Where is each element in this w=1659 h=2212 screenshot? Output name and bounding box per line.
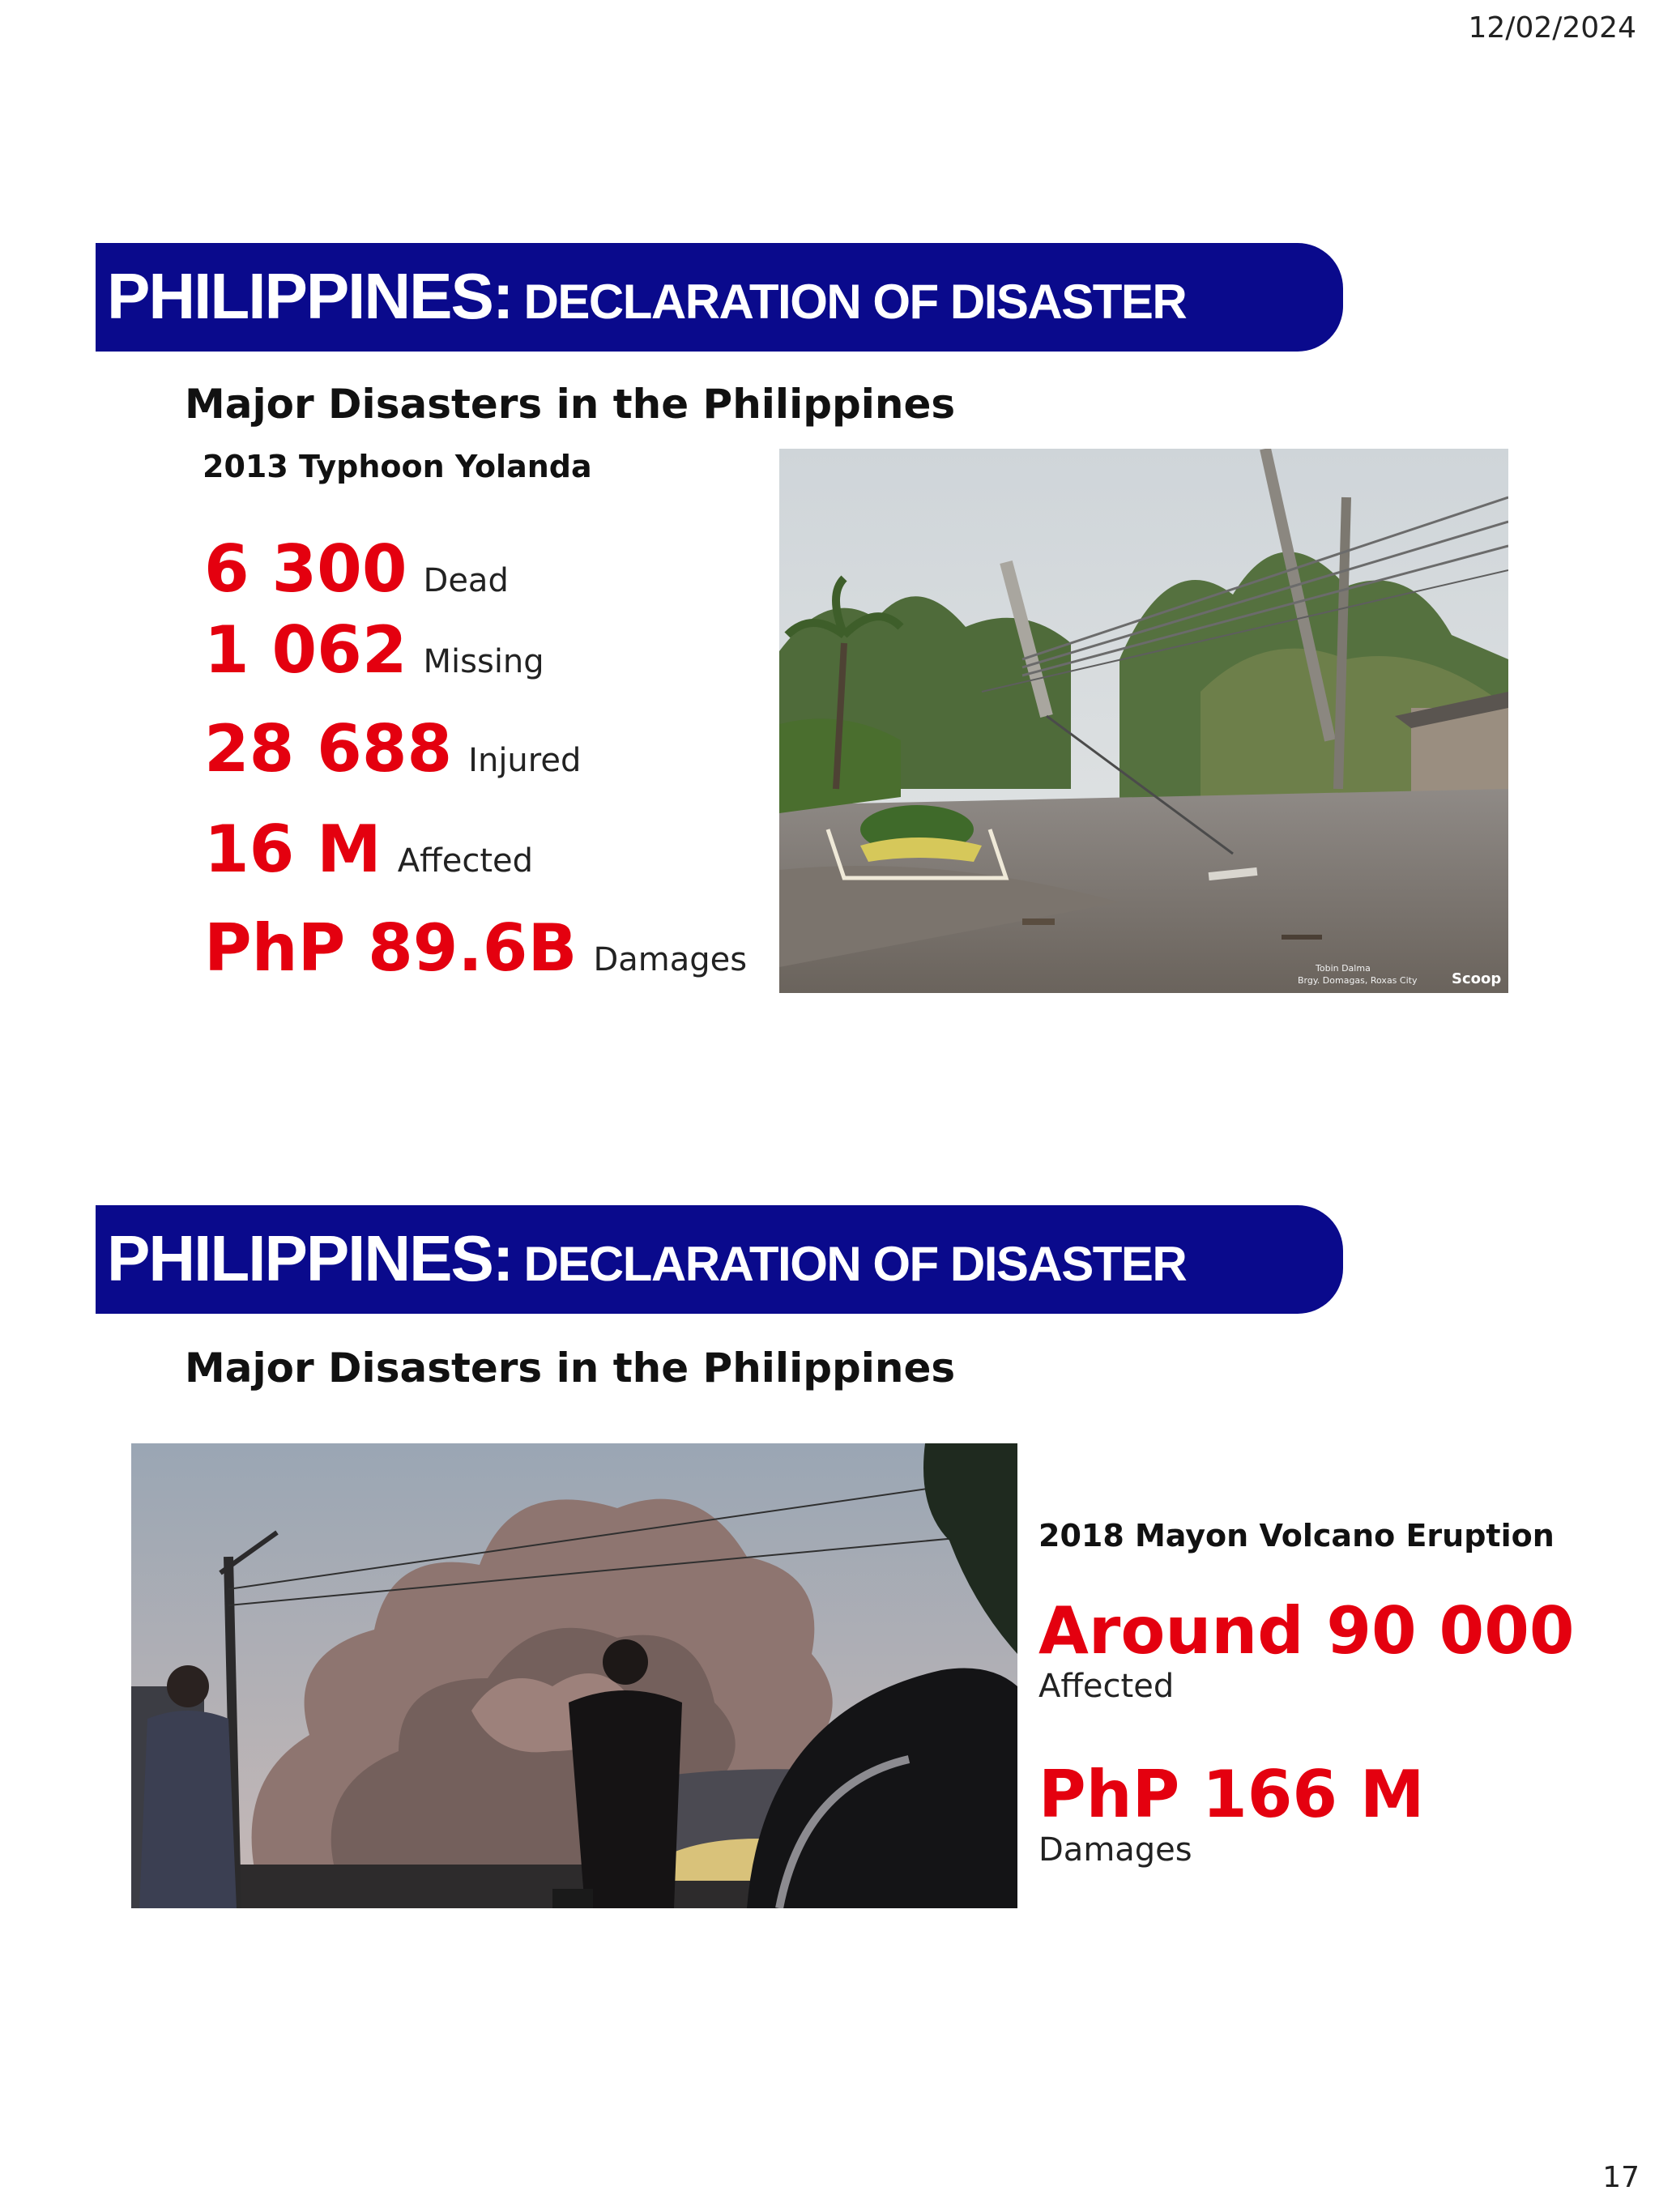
stat-volcano-damages-value: PhP 166 M (1038, 1757, 1425, 1832)
stat-affected-value: 16 M (204, 812, 382, 887)
stat-injured (204, 711, 581, 786)
photo-watermark: Scoop (1452, 970, 1502, 987)
photo-caption-line-2: Brgy. Domagas, Roxas City (1298, 975, 1418, 986)
stat-missing-label: Missing (423, 643, 544, 680)
page-number: 17 (1602, 2161, 1640, 2194)
stat-volcano-affected-value: Around 90 000 (1038, 1593, 1575, 1669)
stat-volcano-affected (1038, 1593, 1575, 1707)
stat-dead (204, 531, 509, 607)
stat-volcano-damages-label: Damages (1038, 1831, 1192, 1869)
stat-injured-label: Injured (468, 742, 582, 779)
slide-1-title-sub: DECLARATION OF DISASTER (523, 275, 1187, 329)
slide-2-title-main: PHILIPPINES: (107, 1222, 513, 1294)
stat-damages (204, 910, 747, 986)
stat-missing (204, 612, 544, 688)
stat-missing-value: 1 062 (204, 612, 407, 688)
stat-damages-label: Damages (593, 941, 748, 978)
slide-2-title-banner (96, 1205, 1343, 1314)
stat-dead-label: Dead (423, 562, 509, 599)
slide-1-title-banner (96, 243, 1343, 352)
slide-2-subtitle: Major Disasters in the Philippines (185, 1345, 956, 1392)
stat-damages-value: PhP 89.6B (204, 910, 578, 986)
slide-1-title-main: PHILIPPINES: (107, 260, 513, 332)
stat-volcano-damages (1038, 1757, 1425, 1871)
stat-volcano-affected-label: Affected (1038, 1668, 1175, 1705)
volcano-eruption-photo (131, 1443, 1017, 1908)
slide-2-title-sub: DECLARATION OF DISASTER (523, 1237, 1187, 1291)
date: 12/02/2024 (1468, 11, 1636, 45)
stat-dead-value: 6 300 (204, 531, 407, 607)
stat-affected (204, 812, 533, 887)
typhoon-damage-photo (779, 449, 1508, 993)
slide-2-event-title: 2018 Mayon Volcano Eruption (1038, 1518, 1555, 1554)
photo-caption-line-1: Tobin Dalma (1316, 963, 1371, 974)
slide-1-subtitle: Major Disasters in the Philippines (185, 381, 956, 428)
slide-1-event-title: 2013 Typhoon Yolanda (203, 449, 592, 484)
stat-injured-value: 28 688 (204, 711, 453, 786)
stat-affected-label: Affected (397, 842, 534, 880)
